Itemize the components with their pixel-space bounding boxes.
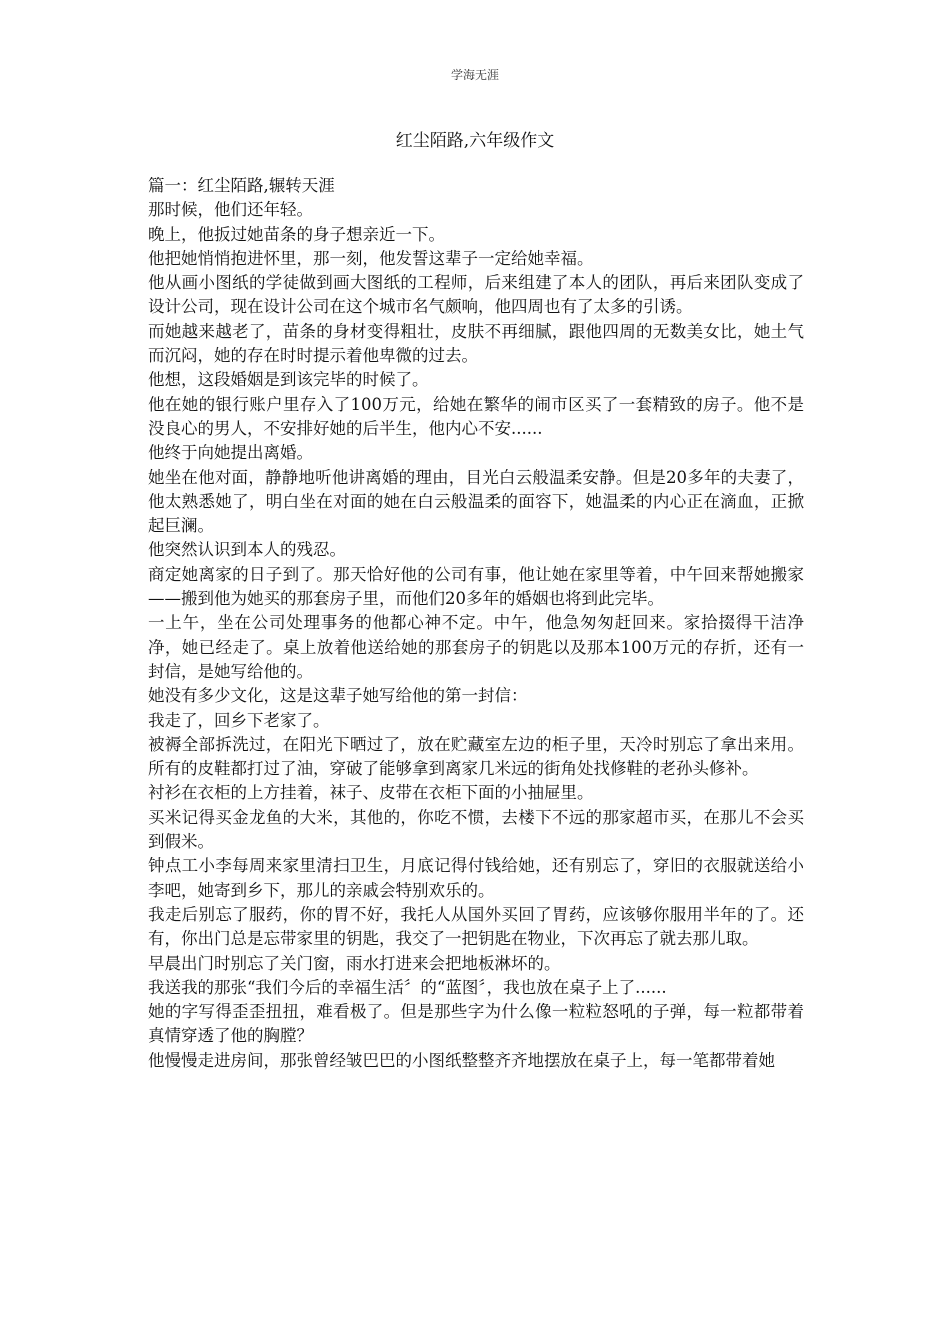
paragraph: 他把她悄悄抱进怀里，那一刻，他发誓这辈子一定给她幸福。 xyxy=(148,248,594,268)
paragraph: 他想，这段婚姻是到该完毕的时候了。 xyxy=(148,370,429,390)
paragraph: 晚上，他扳过她苗条的身子想亲近一下。 xyxy=(148,224,445,244)
paragraph: 篇一：红尘陌路,辗转天涯 xyxy=(148,176,335,195)
paragraph: 我走了，回乡下老家了。 xyxy=(148,710,330,730)
paragraph: 我走后别忘了服药，你的胃不好，我托人从国外买回了胃药，应该够你服用半年的了。还有，你出门总是忘带家里的钥匙，我交了一把钥匙在物业，下次再忘了就去那儿取。 xyxy=(148,904,804,949)
page-header: 学海无涯 xyxy=(450,68,499,82)
paragraph: 衬衫在衣柜的上方挂着，袜子、皮带在衣柜下面的小抽屉里。 xyxy=(148,783,594,803)
paragraph: 他突然认识到本人的残忍。 xyxy=(148,540,346,560)
document-body xyxy=(148,174,804,1073)
paragraph: 商定她离家的日子到了。那天恰好他的公司有事，他让她在家里等着，中午回来帮她搬家——搬到他为她买的那套房子里，而他们20多年的婚姻也将到此完毕。 xyxy=(148,564,804,609)
paragraph: 他慢慢走进房间，那张曾经皱巴巴的小图纸整整齐齐地摆放在桌子上，每一笔都带着她 xyxy=(148,1050,775,1070)
paragraph: 他在她的银行账户里存入了100万元，给她在繁华的闹市区买了一套精致的房子。他不是没良心的男人，不安排好她的后半生，他内心不安...... xyxy=(148,394,804,438)
paragraph: 他终于向她提出离婚。 xyxy=(148,443,313,463)
paragraph: 她没有多少文化，这是这辈子她写给他的第一封信： xyxy=(148,686,528,706)
paragraph: 她的字写得歪歪扭扭，难看极了。但是那些字为什么像一粒粒怒吼的子弹，每一粒都带着真情穿透了他的胸膛？ xyxy=(148,1002,804,1046)
document-title: 红尘陌路,六年级作文 xyxy=(395,131,555,151)
paragraph: 他从画小图纸的学徒做到画大图纸的工程师，后来组建了本人的团队，再后来团队变成了设计公司，现在设计公司在这个城市名气颇响，他四周也有了太多的引诱。 xyxy=(148,273,804,317)
paragraph: 买米记得买金龙鱼的大米，其他的，你吃不惯，去楼下不远的那家超市买，在那儿不会买到假米。 xyxy=(148,807,804,852)
paragraph: 一上午，坐在公司处理事务的他都心神不定。中午，他急匆匆赶回来。家拾掇得干洁净净，她已经走了。桌上放着他送给她的那套房子的钥匙以及那本100万元的存折，还有一封信，是她写给他的。 xyxy=(148,613,804,681)
paragraph: 那时候，他们还年轻。 xyxy=(148,200,313,220)
paragraph: 我送我的那张“我们今后的幸福生活〞的“蓝图〞，我也放在桌子上了...... xyxy=(148,977,667,997)
paragraph: 被褥全部拆洗过，在阳光下晒过了，放在贮藏室左边的柜子里，天冷时别忘了拿出来用。所有的皮鞋都打过了油，穿破了能够拿到离家几米远的街角处找修鞋的老孙头修补。 xyxy=(148,734,804,779)
paragraph: 她坐在他对面，静静地听他讲离婚的理由，目光白云般温柔安静。但是20多年的夫妻了，他太熟悉她了，明白坐在对面的她在白云般温柔的面容下，她温柔的内心正在滴血，正掀起巨澜。 xyxy=(148,467,804,536)
paragraph: 早晨出门时别忘了关门窗，雨水打进来会把地板淋坏的。 xyxy=(148,953,561,973)
paragraph: 而她越来越老了，苗条的身材变得粗壮，皮肤不再细腻，跟他四周的无数美女比，她土气而沉闷，她的存在时时提示着他卑微的过去。 xyxy=(148,321,804,366)
paragraph: 钟点工小李每周来家里清扫卫生，月底记得付钱给她，还有别忘了，穿旧的衣服就送给小李吧，她寄到乡下，那儿的亲戚会特别欢乐的。 xyxy=(148,856,804,900)
